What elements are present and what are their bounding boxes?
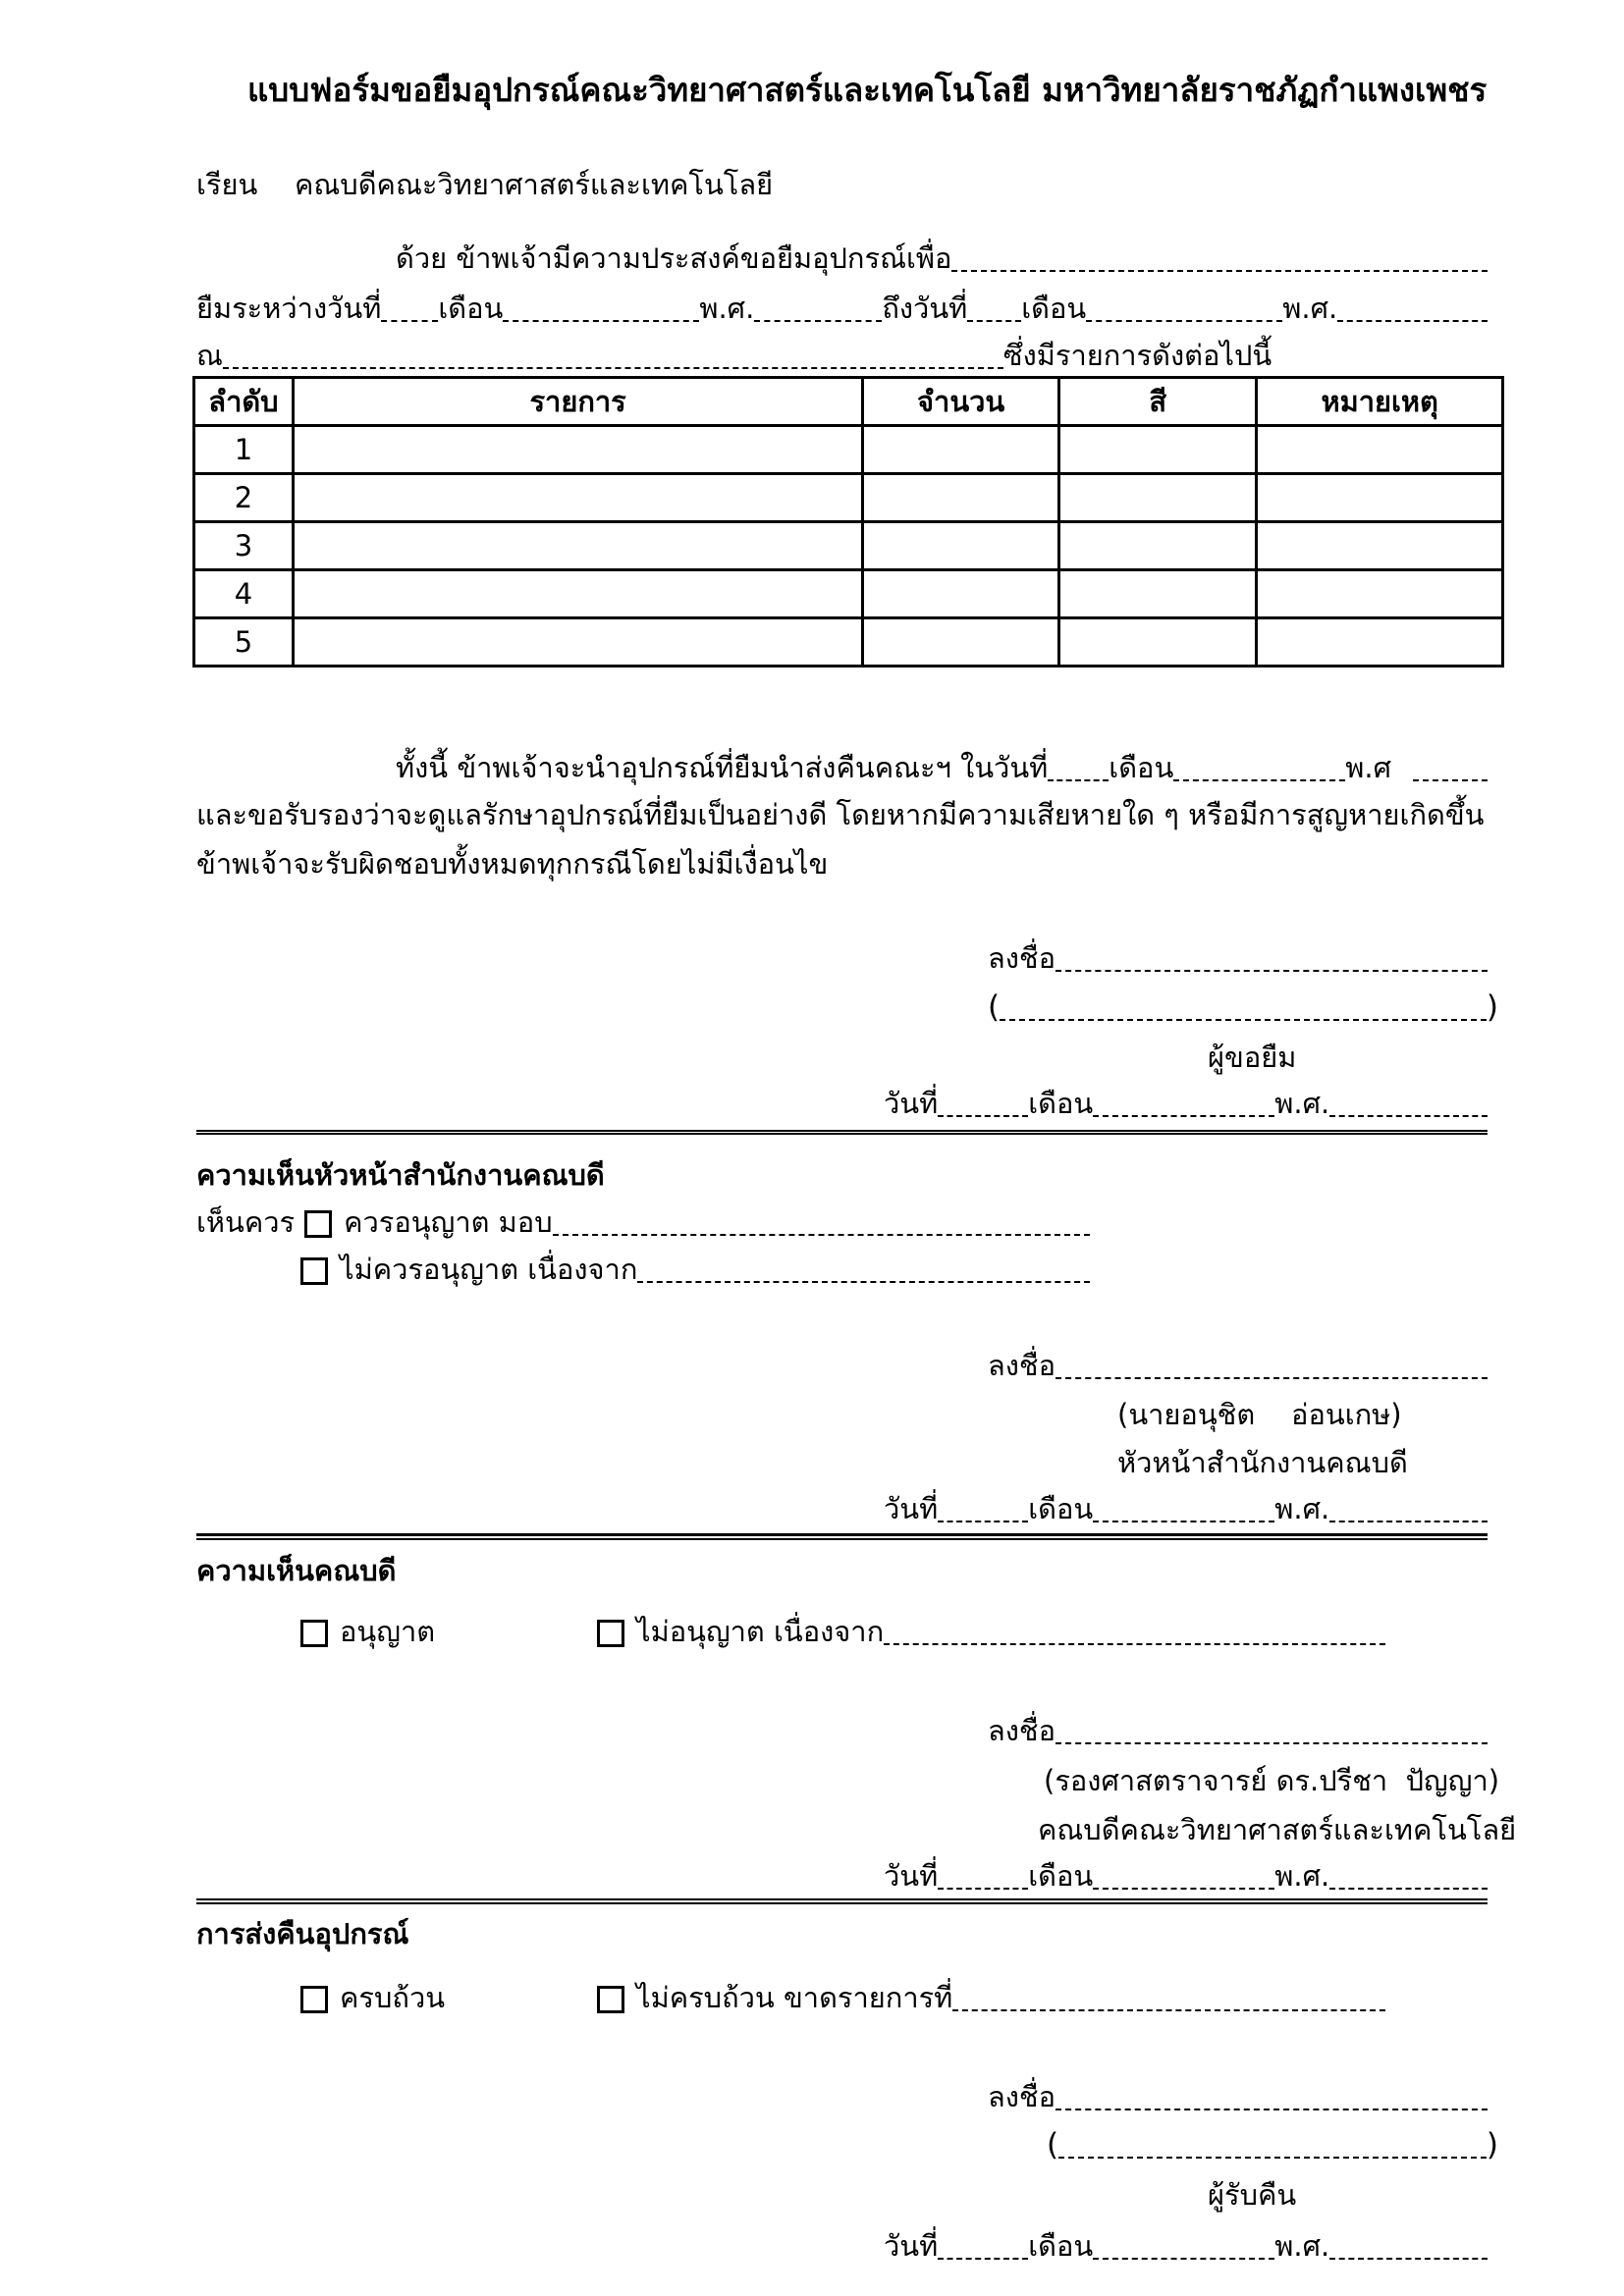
borrower-name-field[interactable]: [1000, 1019, 1487, 1021]
row-no: 3: [194, 522, 294, 570]
dean-allow-label: อนุญาต: [340, 1615, 436, 1648]
row-no: 1: [194, 426, 294, 474]
agreement-line1: ทั้งนี้ ข้าพเจ้าจะนำอุปกรณ์ที่ยืมนำส่งคืนคณะฯ ในวันที่: [396, 751, 1049, 784]
row-item-cell[interactable]: [293, 570, 862, 618]
dean-heading: ความเห็นคณบดี: [196, 1554, 397, 1587]
office-date-row: [884, 1489, 1488, 1528]
receiver-paren-close: ): [1486, 2127, 1498, 2163]
row-color-cell[interactable]: [1058, 522, 1256, 570]
return-incomplete-checkbox[interactable]: [597, 1986, 624, 2013]
dean-year-label: พ.ศ.: [1274, 1859, 1330, 1893]
row-note-cell[interactable]: [1257, 570, 1503, 618]
office-day-field[interactable]: [938, 1521, 1028, 1522]
header-item: รายการ: [293, 378, 862, 426]
from-month-field[interactable]: [503, 320, 699, 322]
return-month-label: เดือน: [1109, 751, 1174, 784]
from-month-label: เดือน: [438, 292, 504, 325]
borrower-year-label: พ.ศ.: [1274, 1087, 1330, 1120]
receiver-paren-open: (: [1047, 2127, 1059, 2163]
row-qty-cell[interactable]: [863, 522, 1059, 570]
borrower-role: ผู้ขอยืม: [1208, 1041, 1297, 1074]
receiver-date-row: [884, 2226, 1488, 2266]
purpose-field[interactable]: [951, 270, 1488, 272]
to-month-field[interactable]: [1086, 320, 1282, 322]
office-day-label: วันที่: [884, 1492, 939, 1525]
dean-month-label: เดือน: [1028, 1859, 1094, 1893]
office-allow-label: ควรอนุญาต มอบ: [344, 1205, 553, 1239]
dean-day-field[interactable]: [938, 1888, 1028, 1890]
office-deny-row: [300, 1250, 1090, 1289]
office-deny-label: ไม่ควรอนุญาต เนื่องจาก: [340, 1253, 638, 1286]
from-year-label: พ.ศ.: [699, 292, 755, 325]
office-deny-checkbox[interactable]: [300, 1257, 328, 1285]
salutation-recipient: คณบดีคณะวิทยาศาสตร์และเทคโนโลยี: [295, 168, 774, 201]
items-table: [192, 376, 1504, 667]
agreement-line3: ข้าพเจ้าจะรับผิดชอบทั้งหมดทุกกรณีโดยไม่มีเงื่อนไข: [196, 847, 829, 881]
row-note-cell[interactable]: [1257, 522, 1503, 570]
borrower-month-field[interactable]: [1093, 1115, 1274, 1117]
row-no: 4: [194, 570, 294, 618]
return-date-row: [396, 748, 1488, 787]
receiver-year-label: พ.ศ.: [1274, 2229, 1330, 2263]
from-year-field[interactable]: [754, 320, 882, 322]
borrower-paren-open: (: [988, 989, 1001, 1025]
borrow-period-row: [196, 289, 1488, 328]
row-color-cell[interactable]: [1058, 426, 1256, 474]
office-allow-checkbox[interactable]: [304, 1210, 332, 1238]
header-color: สี: [1058, 378, 1256, 426]
receiver-role: ผู้รับคืน: [1208, 2178, 1297, 2212]
purpose-row: [396, 239, 1488, 278]
borrower-month-label: เดือน: [1028, 1087, 1094, 1120]
dean-day-label: วันที่: [884, 1859, 939, 1893]
borrower-name-row: [988, 988, 1498, 1027]
missing-items-field[interactable]: [952, 2009, 1385, 2011]
borrower-year-field[interactable]: [1329, 1115, 1488, 1117]
office-head-name: (นายอนุชิต อ่อนเกษ): [1117, 1398, 1402, 1431]
office-year-field[interactable]: [1329, 1521, 1488, 1522]
header-note: หมายเหตุ: [1257, 378, 1503, 426]
row-item-cell[interactable]: [293, 618, 862, 667]
header-qty: จำนวน: [863, 378, 1059, 426]
row-qty-cell[interactable]: [863, 426, 1059, 474]
row-qty-cell[interactable]: [863, 570, 1059, 618]
table-header-row: [194, 378, 1503, 426]
header-no: ลำดับ: [194, 378, 294, 426]
opinion-label: เห็นควร: [196, 1205, 296, 1239]
row-no: 2: [194, 474, 294, 522]
row-color-cell[interactable]: [1058, 618, 1256, 667]
borrower-day-label: วันที่: [884, 1087, 939, 1120]
office-sign-field[interactable]: [1056, 1377, 1488, 1379]
table-row: [194, 474, 1503, 522]
dean-deny-checkbox[interactable]: [597, 1620, 624, 1647]
office-deny-reason-field[interactable]: [637, 1281, 1090, 1283]
borrower-sign-field[interactable]: [1056, 970, 1488, 972]
dean-options-row: [300, 1612, 1385, 1651]
return-year-label: พ.ศ: [1345, 751, 1392, 784]
table-row: [194, 570, 1503, 618]
section-divider: [196, 1130, 1488, 1135]
office-sign-row: [988, 1346, 1488, 1385]
row-note-cell[interactable]: [1257, 618, 1503, 667]
table-row: [194, 522, 1503, 570]
return-day-field[interactable]: [1048, 779, 1109, 781]
receiver-month-field[interactable]: [1093, 2258, 1274, 2260]
table-row: [194, 426, 1503, 474]
dean-sign-label: ลงชื่อ: [988, 1714, 1056, 1747]
row-item-cell[interactable]: [293, 522, 862, 570]
dean-sign-field[interactable]: [1056, 1742, 1488, 1744]
receiver-sign-row: [988, 2077, 1488, 2116]
office-allow-row: [196, 1202, 1090, 1242]
dean-month-field[interactable]: [1093, 1888, 1274, 1890]
return-heading: การส่งคืนอุปกรณ์: [196, 1917, 409, 1950]
place-label: ณ: [196, 339, 223, 372]
list-intro: ซึ่งมีรายการดังต่อไปนี้: [1002, 339, 1272, 372]
dean-allow-checkbox[interactable]: [300, 1620, 328, 1647]
return-month-field[interactable]: [1173, 779, 1345, 781]
office-year-label: พ.ศ.: [1274, 1492, 1330, 1525]
section-divider: [196, 1898, 1488, 1904]
office-month-field[interactable]: [1093, 1521, 1274, 1522]
section-divider: [196, 1533, 1488, 1540]
to-month-label: เดือน: [1021, 292, 1087, 325]
row-no: 5: [194, 618, 294, 667]
dean-date-row: [884, 1856, 1488, 1896]
receiver-year-field[interactable]: [1329, 2258, 1488, 2260]
receiver-sign-field[interactable]: [1056, 2109, 1488, 2110]
return-incomplete-label: ไม่ครบถ้วน ขาดรายการที่: [636, 1981, 953, 2014]
return-complete-checkbox[interactable]: [300, 1986, 328, 2013]
row-item-cell[interactable]: [293, 474, 862, 522]
to-year-field[interactable]: [1337, 320, 1488, 322]
salutation-label: เรียน: [196, 168, 258, 201]
to-day-label: ถึงวันที่: [882, 292, 968, 325]
row-qty-cell[interactable]: [863, 474, 1059, 522]
return-options-row: [300, 1978, 1385, 2017]
borrower-sign-label: ลงชื่อ: [988, 941, 1056, 975]
return-complete-label: ครบถ้วน: [340, 1981, 446, 2014]
form-title: แบบฟอร์มขอยืมอุปกรณ์คณะวิทยาศาสตร์และเทคโนโลยี มหาวิทยาลัยราชภัฏกำแพงเพชร: [247, 71, 1488, 109]
office-head-position: หัวหน้าสำนักงานคณบดี: [1117, 1446, 1408, 1479]
from-day-label: ยืมระหว่างวันที่: [196, 292, 382, 325]
receiver-day-label: วันที่: [884, 2229, 939, 2263]
office-assign-field[interactable]: [553, 1234, 1090, 1236]
receiver-name-field[interactable]: [1058, 2157, 1487, 2159]
receiver-day-field[interactable]: [938, 2258, 1028, 2260]
dean-year-field[interactable]: [1329, 1888, 1488, 1890]
office-month-label: เดือน: [1028, 1492, 1094, 1525]
receiver-sign-label: ลงชื่อ: [988, 2080, 1056, 2113]
to-year-label: พ.ศ.: [1282, 292, 1338, 325]
row-color-cell[interactable]: [1058, 474, 1256, 522]
borrower-day-field[interactable]: [938, 1115, 1028, 1117]
dean-sign-row: [988, 1711, 1488, 1750]
row-color-cell[interactable]: [1058, 570, 1256, 618]
dean-deny-label: ไม่อนุญาต เนื่องจาก: [636, 1615, 885, 1648]
purpose-label: ด้วย ข้าพเจ้ามีความประสงค์ขอยืมอุปกรณ์เพื่อ: [396, 241, 952, 275]
place-field[interactable]: [223, 367, 1003, 369]
dean-name: (รองศาสตราจารย์ ดร.ปรีชา ปัญญา): [1044, 1764, 1500, 1797]
place-row: [196, 336, 1272, 375]
return-year-field[interactable]: [1413, 779, 1488, 781]
row-note-cell[interactable]: [1257, 474, 1503, 522]
receiver-month-label: เดือน: [1028, 2229, 1094, 2263]
from-day-field[interactable]: [381, 320, 438, 322]
dean-deny-reason-field[interactable]: [884, 1643, 1385, 1645]
dean-position: คณบดีคณะวิทยาศาสตร์และเทคโนโลยี: [1038, 1813, 1517, 1846]
row-qty-cell[interactable]: [863, 618, 1059, 667]
borrower-sign-row: [988, 938, 1488, 978]
row-note-cell[interactable]: [1257, 426, 1503, 474]
receiver-name-row: [1047, 2125, 1498, 2164]
office-sign-label: ลงชื่อ: [988, 1349, 1056, 1382]
borrower-paren-close: ): [1486, 989, 1498, 1025]
borrower-date-row: [884, 1084, 1488, 1123]
agreement-line2: และขอรับรองว่าจะดูแลรักษาอุปกรณ์ที่ยืมเป็นอย่างดี โดยหากมีความเสียหายใด ๆ หรือมีการสูญหายเกิดขึ้น: [196, 798, 1485, 831]
to-day-field[interactable]: [967, 320, 1021, 322]
office-head-heading: ความเห็นหัวหน้าสำนักงานคณบดี: [196, 1158, 605, 1192]
table-row: [194, 618, 1503, 667]
row-item-cell[interactable]: [293, 426, 862, 474]
